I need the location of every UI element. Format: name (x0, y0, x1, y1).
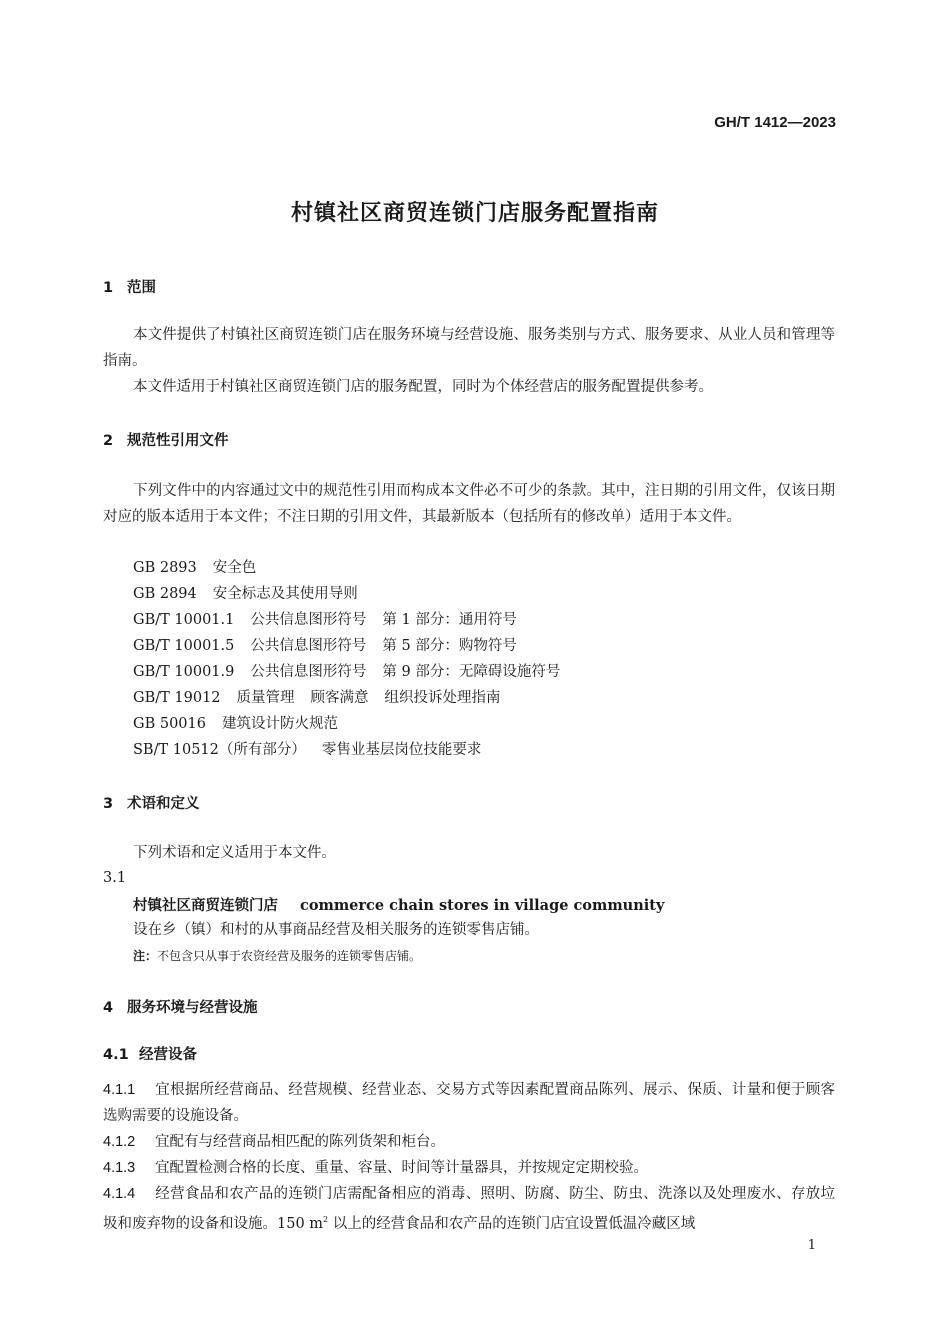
section-title: 术语和定义 (127, 796, 200, 812)
term-note (133, 947, 421, 964)
section-number: 1 (103, 280, 114, 296)
section-2-paragraph-1: 下列文件中的内容通过文中的规范性引用而构成本文件必不可少的条款。其中，注日期的引用文件，仅该日期对应的版本适用于本文件；不注日期的引用文件，其最新版本（包括所有的修改单）适用于本文件。 (103, 483, 835, 525)
section-1-heading (103, 276, 156, 297)
reference-item: GB/T 10001.9 公共信息图形符号 第 9 部分：无障碍设施符号 (133, 664, 561, 680)
clause-4-1-2: 4.1.2 宜配有与经营商品相匹配的陈列货架和柜台。 (103, 1134, 445, 1150)
reference-item: GB 2893 安全色 (133, 560, 257, 576)
reference-item: GB/T 19012 质量管理 顾客满意 组织投诉处理指南 (133, 690, 501, 706)
section-title: 范围 (127, 280, 156, 296)
document-number: GH/T 1412—2023 (714, 114, 836, 131)
section-1-paragraph-1: 本文件提供了村镇社区商贸连锁门店在服务环境与经营设施、服务类别与方式、服务要求、从业人员和管理等指南。 (103, 327, 835, 369)
section-2-heading (103, 429, 229, 450)
section-3-paragraph-1: 下列术语和定义适用于本文件。 (133, 845, 336, 861)
reference-item: GB/T 10001.1 公共信息图形符号 第 1 部分：通用符号 (133, 612, 517, 628)
section-title: 规范性引用文件 (127, 433, 229, 449)
clause-4-1-3: 4.1.3 宜配置检测合格的长度、重量、容量、时间等计量器具，并按规定定期校验。 (103, 1160, 648, 1176)
section-1-paragraph-2: 本文件适用于村镇社区商贸连锁门店的服务配置，同时为个体经营店的服务配置提供参考。 (133, 379, 713, 395)
term-english: commerce chain stores in village community (300, 897, 665, 914)
reference-item: GB/T 10001.5 公共信息图形符号 第 5 部分：购物符号 (133, 638, 517, 654)
section-4-heading (103, 996, 258, 1017)
term-heading (133, 894, 664, 915)
subsection-4-1-heading (103, 1043, 197, 1064)
subsection-title: 经营设备 (139, 1047, 197, 1063)
term-number: 3.1 (103, 870, 127, 886)
subsection-number: 4.1 (103, 1047, 129, 1063)
document-title: 村镇社区商贸连锁门店服务配置指南 (290, 201, 659, 226)
section-number: 4 (103, 1000, 114, 1016)
section-number: 2 (103, 433, 114, 449)
section-title: 服务环境与经营设施 (127, 1000, 258, 1016)
term-chinese: 村镇社区商贸连锁门店 (133, 898, 278, 914)
note-label: 注： (133, 949, 158, 963)
reference-item: SB/T 10512（所有部分） 零售业基层岗位技能要求 (133, 742, 482, 758)
reference-item: GB 50016 建筑设计防火规范 (133, 716, 338, 732)
section-number: 3 (103, 796, 114, 812)
note-text: 不包含只从事于农资经营及服务的连锁零售店铺。 (157, 949, 422, 963)
term-definition: 设在乡（镇）和村的从事商品经营及相关服务的连锁零售店铺。 (133, 922, 539, 938)
clause-4-1-1: 4.1.1 宜根据所经营商品、经营规模、经营业态、交易方式等因素配置商品陈列、展示、保质、计量和便于顾客选购需要的设施设备。 (103, 1082, 835, 1124)
reference-item: GB 2894 安全标志及其使用导则 (133, 586, 358, 602)
page-number: 1 (807, 1238, 816, 1253)
clause-4-1-4: 4.1.4 经营食品和农产品的连锁门店需配备相应的消毒、照明、防腐、防尘、防虫、洗涤以及处理废水、存放垃圾和废弃物的设备和设施。150 $m^2$ 以上的经营食品和农产品的连锁门店宜设置低温冷藏区域 (103, 1186, 835, 1232)
section-3-heading (103, 792, 200, 813)
